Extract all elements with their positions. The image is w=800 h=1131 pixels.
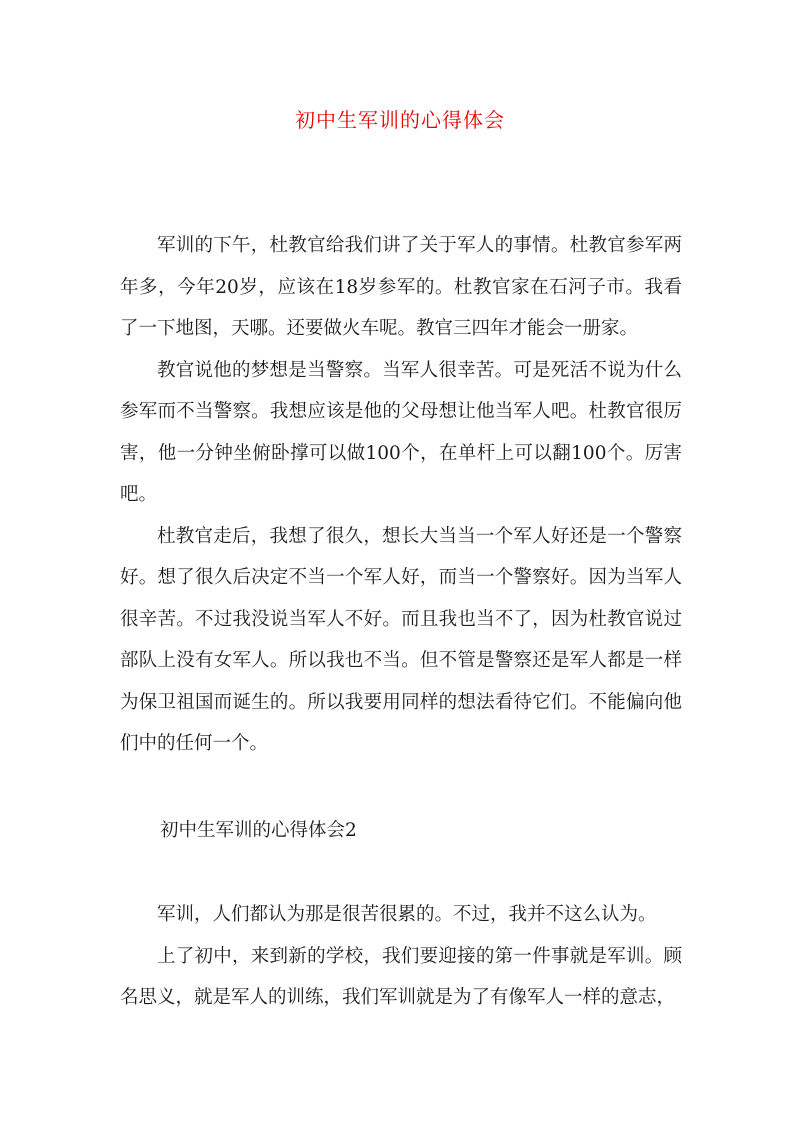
paragraph-3: 杜教官走后，我想了很久，想长大当当一个军人好还是一个警察好。想了很久后决定不当一个军人好，而当一个警察好。因为当军人很辛苦。不过我没说当军人不好。而且我也当不了，因为杜教官说过部队上没有女军人。所以我也不当。但不管是警察还是军人都是一样为保卫祖国而诞生的。所以我要用同样的想法看待它们。不能偏向他们中的任何一个。 bbox=[120, 525, 682, 754]
section-2-body bbox=[120, 894, 682, 1019]
section-2-heading: 初中生军训的心得体会2 bbox=[160, 820, 357, 841]
section-1-body bbox=[120, 225, 682, 765]
paragraph-2: 教官说他的梦想是当警察。当军人很幸苦。可是死活不说为什么参军而不当警察。我想应该是他的父母想让他当军人吧。杜教官很厉害，他一分钟坐俯卧撑可以做100个，在单杆上可以翻100个。厉害吧。 bbox=[120, 359, 682, 505]
section-2-paragraph-2: 上了初中，来到新的学校，我们要迎接的第一件事就是军训。顾名思义，就是军人的训练，我们军训就是为了有像军人一样的意志， bbox=[120, 945, 682, 1008]
paragraph-1: 军训的下午，杜教官给我们讲了关于军人的事情。杜教官参军两年多，今年20岁，应该在18岁参军的。杜教官家在石河子市。我看了一下地图，天哪。还要做火车呢。教官三四年才能会一册家。 bbox=[120, 235, 682, 339]
document-title: 初中生军训的心得体会 bbox=[295, 108, 505, 132]
section-2-paragraph-1: 军训，人们都认为那是很苦很累的。不过，我并不这么认为。 bbox=[157, 904, 657, 925]
